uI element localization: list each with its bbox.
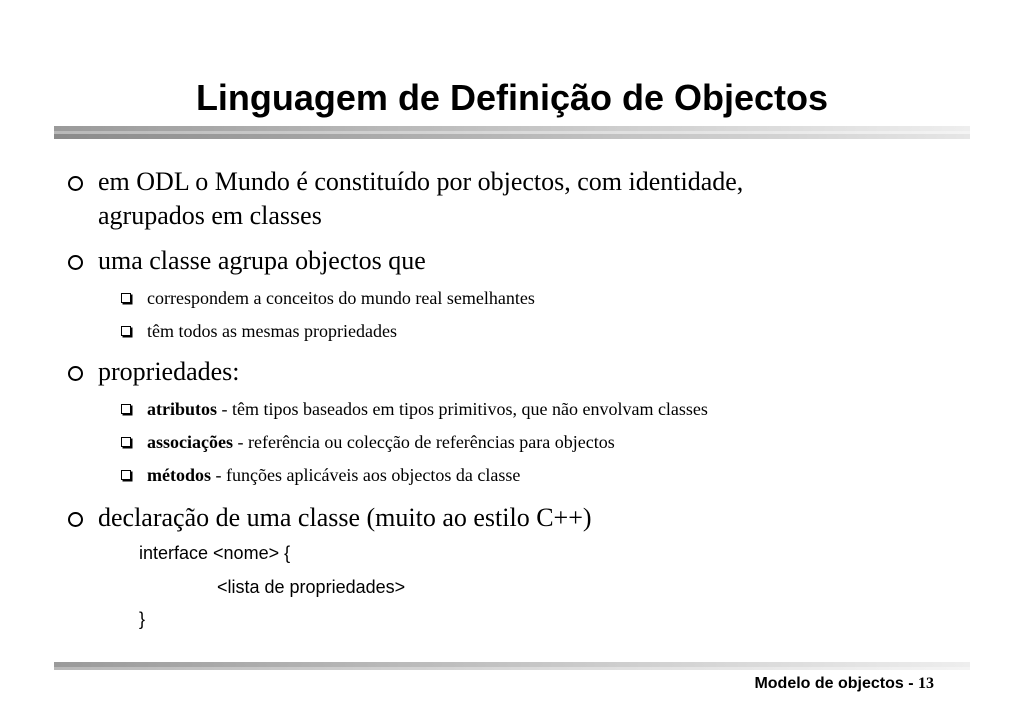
term-metodos: métodos (147, 465, 211, 485)
term-associacoes: associações (147, 432, 233, 452)
sub-bullet-text (147, 431, 615, 453)
sub-bullet-square-icon (121, 326, 131, 336)
term-description: - funções aplicáveis aos objectos da classe (211, 465, 521, 485)
sub-bullet-square-icon (121, 293, 131, 303)
term-description: - têm tipos baseados em tipos primitivos, que não envolvam classes (217, 399, 708, 419)
term-description: - referência ou colecção de referências para objectos (232, 432, 615, 452)
term-atributos: atributos (147, 399, 218, 419)
page-number: 13 (918, 675, 934, 692)
sub-bullet-square-icon (121, 470, 131, 480)
code-line: <lista de propriedades> (217, 577, 406, 597)
footer (754, 673, 934, 695)
sub-bullet-square-icon (121, 404, 131, 414)
bullet-text: em ODL o Mundo é constituído por objectos, com identidade, (98, 167, 744, 196)
footer-label: Modelo de objectos - (754, 675, 918, 692)
bullet-circle-icon (68, 512, 83, 527)
sub-bullet-text (147, 464, 520, 486)
title-divider (54, 126, 970, 139)
bullet-circle-icon (68, 255, 83, 270)
bullet-text: uma classe agrupa objectos que (98, 246, 426, 275)
bullet-text-continuation: agrupados em classes (98, 201, 322, 230)
bullet-circle-icon (68, 366, 83, 381)
code-line: } (139, 609, 146, 629)
code-line: interface <nome> { (139, 543, 291, 563)
sub-bullet-text (147, 398, 708, 420)
bullet-text: propriedades: (98, 357, 240, 386)
sub-bullet-text: correspondem a conceitos do mundo real semelhantes (147, 288, 535, 308)
bullet-circle-icon (68, 176, 83, 191)
sub-bullet-text: têm todos as mesmas propriedades (147, 321, 397, 341)
slide-title: Linguagem de Definição de Objectos (195, 77, 829, 118)
footer-divider (54, 662, 970, 670)
sub-bullet-square-icon (121, 437, 131, 447)
bullet-text: declaração de uma classe (muito ao estilo C++) (98, 503, 592, 532)
